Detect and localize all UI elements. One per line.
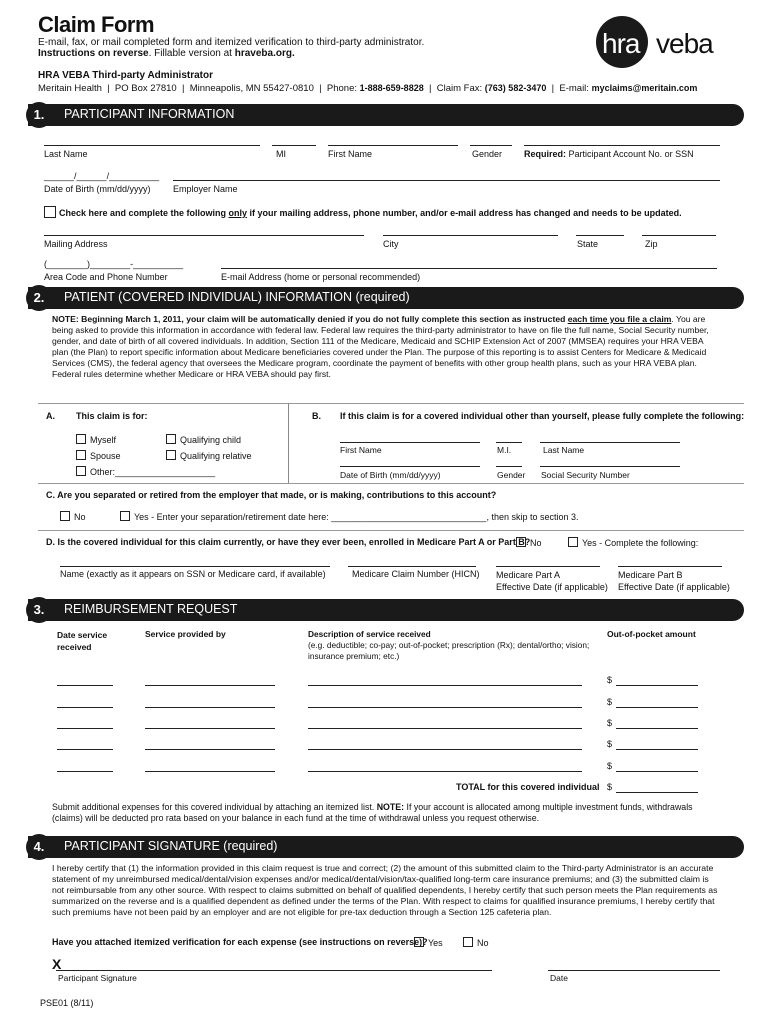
c-no-checkbox[interactable] — [60, 511, 70, 521]
dollar-sign: $ — [607, 761, 613, 771]
section-2-divider — [38, 403, 744, 404]
expense-description-field[interactable] — [308, 771, 582, 772]
c-no-option[interactable]: No — [60, 511, 86, 522]
expense-amount-field[interactable] — [616, 685, 698, 686]
section-4-header — [28, 836, 744, 858]
zip-label: Zip — [645, 239, 658, 249]
certification-text: I hereby certify that (1) the information provided in this claim request is true and correct; (2) the amount of this submitted claim to the Third-party Administrator is an accurate statement of my unreimbursed medical/dental/vision expenses and/or medical/dental/vision/tax-qualified long-term care insurance premiums; and (3) the submitted claim is not reimbursable from any other source. With respect to claims submitted on behalf of qualified dependents, I hereby certify that such person meets the Plan requirements as summarized on the reverse and is a qualified dependent as defined under the terms of the Plan. With respect to claims for qualified insurance premiums, I hereby certify that such premiums have not been paid by an employer and are not eligible for pre-tax deduction through a Section 125 cafeteria plan. — [52, 863, 718, 917]
dollar-sign: $ — [607, 718, 613, 728]
tpa-title: HRA VEBA Third-party Administrator — [38, 70, 214, 81]
dollar-sign: $ — [607, 675, 613, 685]
employer-field[interactable] — [173, 180, 720, 181]
account-no-field[interactable] — [524, 145, 720, 146]
verification-question: Have you attached itemized verification for each expense (see instructions on reverse)? — [52, 937, 428, 947]
hicn-field[interactable] — [348, 566, 476, 567]
first-name-field[interactable] — [328, 145, 458, 146]
form-title: Claim Form — [38, 12, 155, 37]
state-label: State — [577, 239, 599, 249]
part-d-question: D. Is the covered individual for this claim currently, or have they ever been, enrolled in Medicare Part A or Part B? — [46, 537, 531, 547]
expense-amount-field[interactable] — [616, 728, 698, 729]
employer-label: Employer Name — [173, 184, 238, 194]
expense-date-field[interactable] — [57, 771, 113, 772]
total-amount-field[interactable] — [616, 792, 698, 793]
covered-mi-label: M.I. — [497, 445, 512, 455]
myself-checkbox[interactable] — [76, 434, 86, 444]
reimbursement-note: Submit additional expenses for this covered individual by attaching an itemized list. NOTE: If your account is allocated among multiple investment funds, withdrawals (claims) will be deducted pro rata based on your balance in each fund at the time of withdrawal unless you request otherwise. — [52, 802, 693, 823]
phone-field[interactable]: (________)________-__________ — [44, 259, 184, 269]
expense-provider-field[interactable] — [145, 685, 275, 686]
covered-first-name-label: First Name — [340, 445, 382, 455]
myself-option[interactable]: Myself — [76, 434, 116, 445]
covered-gender-label: Gender — [497, 470, 526, 480]
last-name-label: Last Name — [44, 149, 88, 159]
expense-description-field[interactable] — [308, 707, 582, 708]
d-no-option[interactable]: No — [516, 537, 542, 548]
dob-label: Date of Birth (mm/dd/yyyy) — [44, 184, 151, 194]
part-b-date-field[interactable] — [618, 566, 722, 567]
section-2-note: NOTE: Beginning March 1, 2011, your claim will be automatically denied if you do not fully complete this section as instructed each time you file a claim. You are being asked to provide this information in accordance with federal law. Federal law requires the third-party administrator to have on file the full name, Social Security number, gender, and date of birth of all covered individuals. In addition, Section 111 of the Medicare, Medicaid and SCHIP Extension Act of 2007 (MMSEA) requires your HRA VEBA plan (the Plan) to report specific information about Medicare beneficiaries covered under the Plan. The purpose of this reporting is to assist Centers for Medicare & Medicaid Services (CMS), the federal agency that oversees the Medicare program, coordinate the payment of benefits with other group health plans, such as your HRA VEBA plan. Federal rules determine whether Medicare or HRA VEBA should pay first. — [52, 314, 709, 379]
covered-dob-label: Date of Birth (mm/dd/yyyy) — [340, 470, 441, 480]
gender-label: Gender — [472, 149, 503, 159]
section-4-number: 4. — [26, 834, 52, 860]
expense-amount-field[interactable] — [616, 771, 698, 772]
expense-amount-field[interactable] — [616, 749, 698, 750]
covered-first-name-field[interactable] — [340, 442, 480, 443]
covered-dob-field[interactable] — [340, 466, 480, 467]
d-yes-option[interactable]: Yes - Complete the following: — [568, 537, 698, 548]
section-4-title: PARTICIPANT SIGNATURE (required) — [64, 839, 278, 853]
state-field[interactable] — [576, 235, 624, 236]
expense-date-field[interactable] — [57, 707, 113, 708]
covered-ssn-label: Social Security Number — [541, 470, 630, 480]
hicn-label: Medicare Claim Number (HICN) — [352, 569, 480, 579]
verification-no-option[interactable]: No — [463, 937, 489, 948]
part-b-letter: B. — [312, 411, 321, 421]
covered-last-name-field[interactable] — [540, 442, 680, 443]
expense-description-field[interactable] — [308, 685, 582, 686]
section-c-divider — [38, 483, 744, 484]
other-option[interactable]: Other:____________________ — [76, 466, 215, 477]
section-3-number: 3. — [26, 597, 52, 623]
covered-ssn-field[interactable] — [540, 466, 680, 467]
required-account-label: Required: Participant Account No. or SSN — [524, 149, 694, 159]
ab-divider — [288, 403, 289, 483]
address-change-checkbox[interactable] — [44, 206, 56, 218]
covered-gender-field[interactable] — [496, 466, 522, 467]
section-3-title: REIMBURSEMENT REQUEST — [64, 602, 238, 616]
total-label: TOTAL for this covered individual — [456, 782, 600, 792]
signature-field[interactable] — [56, 970, 492, 971]
spouse-option[interactable]: Spouse — [76, 450, 121, 461]
first-name-label: First Name — [328, 149, 373, 159]
dob-field[interactable]: ______/______/__________ — [44, 171, 160, 181]
section-3-header — [28, 599, 744, 621]
section-1-title: PARTICIPANT INFORMATION — [64, 107, 235, 121]
d-yes-checkbox[interactable] — [568, 537, 578, 547]
part-b-label: Medicare Part B Effective Date (if applicable) — [618, 570, 730, 592]
part-b-question: If this claim is for a covered individual other than yourself, please fully complete the following: — [340, 411, 745, 421]
c-yes-checkbox[interactable] — [120, 511, 130, 521]
section-2-header — [28, 287, 744, 309]
expense-date-field[interactable] — [57, 685, 113, 686]
other-checkbox[interactable] — [76, 466, 86, 476]
form-code: PSE01 (8/11) — [40, 998, 94, 1008]
c-yes-option[interactable]: Yes - Enter your separation/retirement date here: _______________________________, then skip to section 3. — [120, 511, 579, 522]
phone-label: Area Code and Phone Number — [44, 272, 168, 282]
form-subtitle: E-mail, fax, or mail completed form and itemized verification to third-party administrator. — [38, 37, 425, 48]
part-a-letter: A. — [46, 411, 55, 421]
tpa-address: Meritain Health | PO Box 27810 | Minneapolis, MN 55427-0810 | Phone: 1-888-659-8828 | Claim Fax: (763) 582-3470 | E-mail: myclaims@meritain.com — [38, 83, 698, 94]
covered-mi-field[interactable] — [496, 442, 522, 443]
expense-provider-field[interactable] — [145, 771, 275, 772]
mi-label: MI — [276, 149, 286, 159]
section-1-number: 1. — [26, 102, 52, 128]
col-amount-header: Out-of-pocket amount — [607, 629, 696, 639]
part-a-date-field[interactable] — [496, 566, 600, 567]
signature-date-field[interactable] — [548, 970, 720, 971]
section-2-number: 2. — [26, 285, 52, 311]
qualifying-relative-checkbox[interactable] — [166, 450, 176, 460]
mi-field[interactable] — [272, 145, 316, 146]
city-label: City — [383, 239, 399, 249]
total-dollar-sign: $ — [607, 782, 613, 792]
expense-amount-field[interactable] — [616, 707, 698, 708]
expense-provider-field[interactable] — [145, 749, 275, 750]
email-label: E-mail Address (home or personal recommended) — [221, 272, 421, 282]
part-a-label: Medicare Part A Effective Date (if applicable) — [496, 570, 608, 592]
hra-veba-logo — [596, 16, 736, 68]
section-1-header — [28, 104, 744, 126]
signature-label: Participant Signature — [58, 973, 137, 983]
section-2-title: PATIENT (COVERED INDIVIDUAL) INFORMATION (required) — [64, 290, 410, 304]
expense-date-field[interactable] — [57, 749, 113, 750]
d-no-checkbox[interactable] — [516, 537, 526, 547]
logo-text-veba: veba — [656, 28, 713, 59]
expense-provider-field[interactable] — [145, 728, 275, 729]
verification-yes-checkbox[interactable] — [414, 937, 424, 947]
expense-date-field[interactable] — [57, 728, 113, 729]
mailing-address-label: Mailing Address — [44, 239, 108, 249]
part-a-question: This claim is for: — [76, 411, 148, 421]
spouse-checkbox[interactable] — [76, 450, 86, 460]
expense-description-field[interactable] — [308, 749, 582, 750]
website-link[interactable]: hraveba.org — [234, 48, 292, 59]
qualifying-relative-option[interactable]: Qualifying relative — [166, 450, 252, 461]
qualifying-child-checkbox[interactable] — [166, 434, 176, 444]
col-provider-header: Service provided by — [145, 629, 226, 639]
verification-yes-option[interactable]: Yes — [414, 937, 443, 948]
mailing-address-field[interactable] — [44, 235, 364, 236]
qualifying-child-option[interactable]: Qualifying child — [166, 434, 241, 445]
col-date-header: Date service received — [57, 630, 108, 652]
email-field[interactable] — [221, 268, 717, 269]
dollar-sign: $ — [607, 697, 613, 707]
medicare-name-label: Name (exactly as it appears on SSN or Medicare card, if available) — [60, 569, 326, 579]
signature-x-mark: X — [52, 956, 62, 972]
expense-provider-field[interactable] — [145, 707, 275, 708]
date-label: Date — [550, 973, 568, 983]
logo-text-hra: hra — [602, 28, 640, 59]
medicare-name-field[interactable] — [60, 566, 330, 567]
col-description-header: Description of service received (e.g. deductible; co-pay; out-of-pocket; prescription (Rx); dental/ortho; vision; insurance premium; etc.) — [308, 629, 590, 661]
email-link[interactable]: myclaims@meritain.com — [591, 83, 698, 93]
gender-field[interactable] — [470, 145, 512, 146]
zip-field[interactable] — [642, 235, 716, 236]
expense-description-field[interactable] — [308, 728, 582, 729]
part-c-question: C. Are you separated or retired from the employer that made, or is making, contributions to this account? — [46, 490, 497, 500]
covered-last-name-label: Last Name — [543, 445, 585, 455]
last-name-field[interactable] — [44, 145, 260, 146]
form-instructions: Instructions on reverse. Fillable version at hraveba.org. — [38, 48, 295, 59]
section-d-divider — [38, 530, 744, 531]
dollar-sign: $ — [607, 739, 613, 749]
address-change-checkbox-row[interactable]: Check here and complete the following only if your mailing address, phone number, and/or e-mail address has changed and needs to be updated. — [44, 206, 682, 218]
verification-no-checkbox[interactable] — [463, 937, 473, 947]
city-field[interactable] — [383, 235, 558, 236]
